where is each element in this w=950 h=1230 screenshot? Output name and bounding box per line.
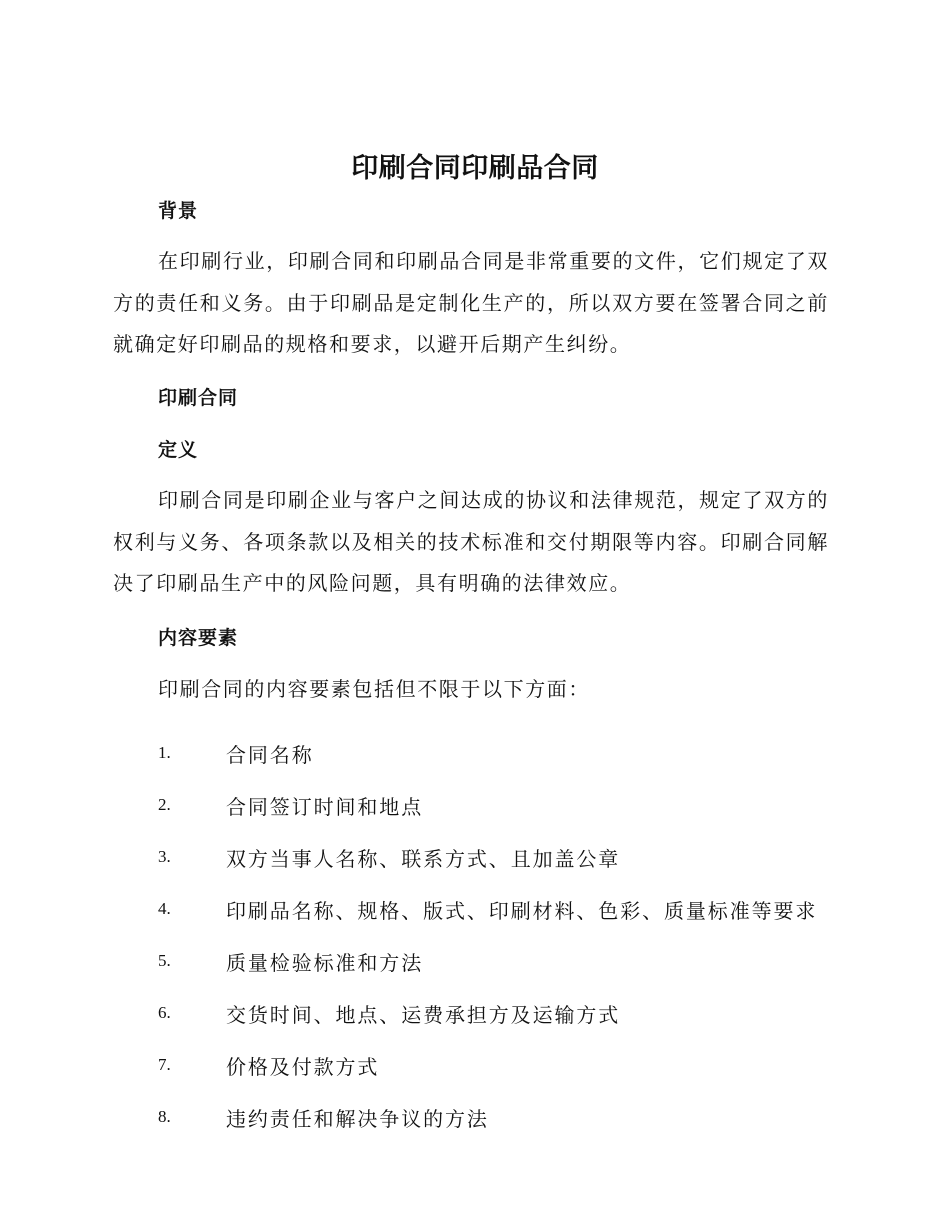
list-item-text: 违约责任和解决争议的方法 xyxy=(226,1106,489,1131)
list-item-number: 7. xyxy=(158,1055,171,1074)
list-item xyxy=(158,779,817,831)
list-item-text: 质量检验标准和方法 xyxy=(226,950,424,975)
list-item xyxy=(158,987,817,1039)
list-item-text: 合同签订时间和地点 xyxy=(226,794,424,819)
list-item-text: 印刷品名称、规格、版式、印刷材料、色彩、质量标准等要求 xyxy=(226,898,818,923)
list-item xyxy=(158,1091,817,1143)
elements-list xyxy=(158,727,817,1143)
section-heading-contract: 印刷合同 xyxy=(158,387,239,409)
list-item xyxy=(158,883,817,935)
definition-paragraph: 印刷合同是印刷企业与客户之间达成的协议和法律规范，规定了双方的权利与义务、各项条款以及相关的技术标准和交付期限等内容。印刷合同解决了印刷品生产中的风险问题，具有明确的法律效应。 xyxy=(113,488,829,595)
section-heading-elements: 内容要素 xyxy=(158,627,239,649)
list-item-number: 3. xyxy=(158,847,171,866)
list-item-number: 4. xyxy=(158,899,171,918)
background-paragraph: 在印刷行业，印刷合同和印刷品合同是非常重要的文件，它们规定了双方的责任和义务。由于印刷品是定制化生产的，所以双方要在签署合同之前就确定好印刷品的规格和要求，以避开后期产生纠纷。 xyxy=(113,249,829,356)
elements-intro: 印刷合同的内容要素包括但不限于以下方面： xyxy=(158,677,590,701)
list-item xyxy=(158,831,817,883)
list-item-text: 交货时间、地点、运费承担方及运输方式 xyxy=(226,1002,621,1027)
list-item-number: 8. xyxy=(158,1107,171,1126)
list-item-number: 2. xyxy=(158,795,171,814)
list-item-text: 价格及付款方式 xyxy=(226,1054,380,1079)
list-item-number: 5. xyxy=(158,951,171,970)
page-title: 印刷合同印刷品合同 xyxy=(351,153,599,184)
list-item-number: 6. xyxy=(158,1003,171,1022)
list-item-text: 双方当事人名称、联系方式、且加盖公章 xyxy=(226,846,621,871)
list-item xyxy=(158,935,817,987)
list-item-text: 合同名称 xyxy=(226,742,314,767)
list-item xyxy=(158,1039,817,1091)
section-heading-definition: 定义 xyxy=(158,439,199,461)
section-heading-background: 背景 xyxy=(158,200,199,222)
list-item xyxy=(158,727,817,779)
list-item-number: 1. xyxy=(158,743,171,762)
